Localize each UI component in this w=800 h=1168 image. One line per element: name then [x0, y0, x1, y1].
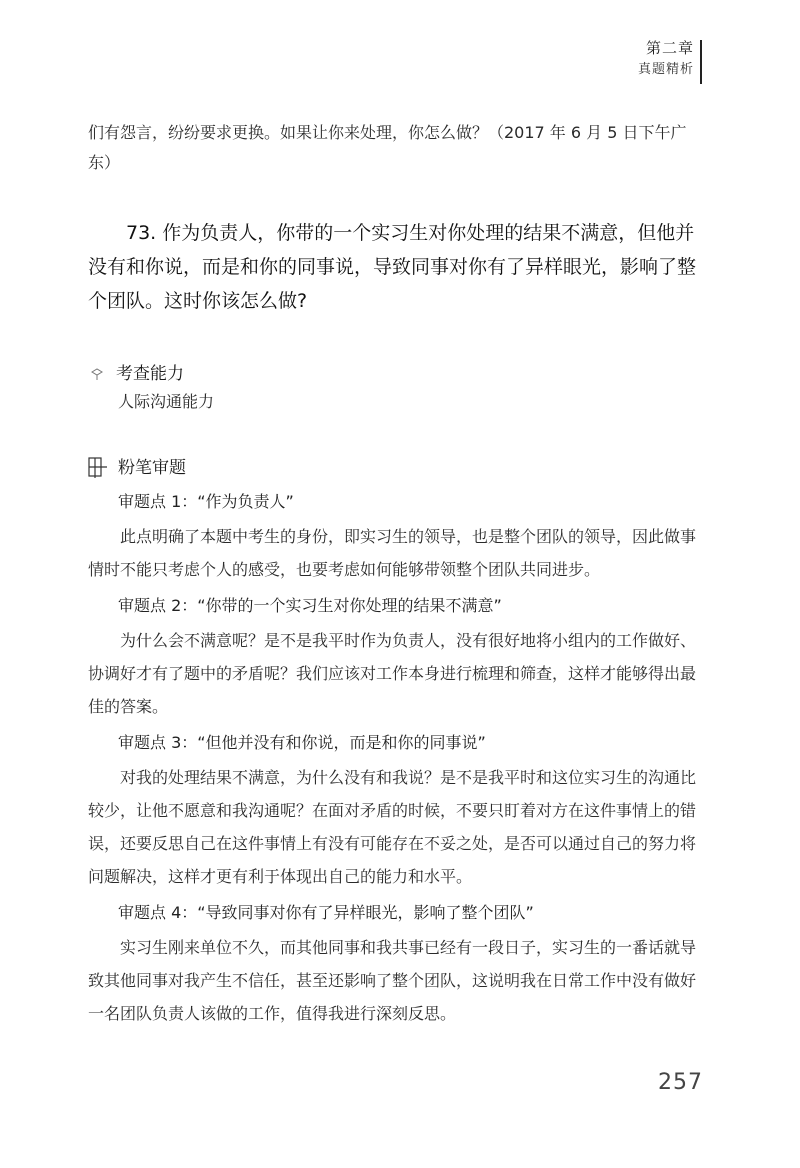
- question-73: 73. 作为负责人，你带的一个实习生对你处理的结果不满意，但他并没有和你说，而是和你的同事说，导致同事对你有了异样眼光，影响了整个团队。这时你该怎么做?: [88, 222, 697, 312]
- review-point-text: 为什么会不满意呢？是不是我平时作为负责人，没有很好地将小组内的工作做好、协调好才有了题中的矛盾呢？我们应该对工作本身进行梳理和筛查，这样才能够得出最佳的答案。: [88, 631, 697, 716]
- page-content: [88, 118, 696, 1030]
- header-divider: [700, 40, 702, 84]
- section-title-review: 粉笔审题: [118, 458, 186, 478]
- section-heading-review: [88, 454, 696, 482]
- review-point-label: 审题点 3：“但他并没有和你说，而是和你的同事说”: [118, 733, 486, 752]
- review-point-text: 实习生刚来单位不久，而其他同事和我共事已经有一段日子，实习生的一番话就导致其他同事对我产生不信任，甚至还影响了整个团队，这说明我在日常工作中没有做好一名团队负责人该做的工作，值得我进行深刻反思。: [88, 938, 697, 1023]
- review-point-label: 审题点 4：“导致同事对你有了异样眼光，影响了整个团队”: [118, 903, 534, 922]
- review-point-label: 审题点 2：“你带的一个实习生对你处理的结果不满意”: [118, 596, 502, 615]
- running-header: [638, 38, 694, 80]
- continued-text: 们有怨言，纷纷要求更换。如果让你来处理，你怎么做？（2017 年 6 月 5 日下午广东）: [88, 123, 687, 172]
- review-point-text: 对我的处理结果不满意，为什么没有和我说？是不是我平时和这位实习生的沟通比较少，让他不愿意和我沟通呢？在面对矛盾的时候，不要只盯着对方在这件事情上的错误，还要反思自己在这件事情上有没有可能存在不妥之处，是否可以通过自己的努力将问题解决，这样才更有利于体现出自己的能力和水平。: [88, 768, 697, 886]
- ability-icon: [88, 365, 106, 383]
- section-label: 真题精析: [637, 62, 694, 77]
- ability-text: 人际沟通能力: [118, 392, 215, 411]
- review-point-label: 审题点 1：“作为负责人”: [118, 492, 294, 511]
- chapter-label: 第二章: [645, 39, 694, 57]
- section-title-ability: 考查能力: [116, 364, 184, 384]
- grid-icon: [88, 457, 108, 479]
- page-number: 257: [658, 1070, 703, 1095]
- review-point-text: 此点明确了本题中考生的身份，即实习生的领导，也是整个团队的领导，因此做事情时不能只考虑个人的感受，也要考虑如何能够带领整个团队共同进步。: [88, 527, 697, 579]
- section-heading-ability: [88, 360, 696, 388]
